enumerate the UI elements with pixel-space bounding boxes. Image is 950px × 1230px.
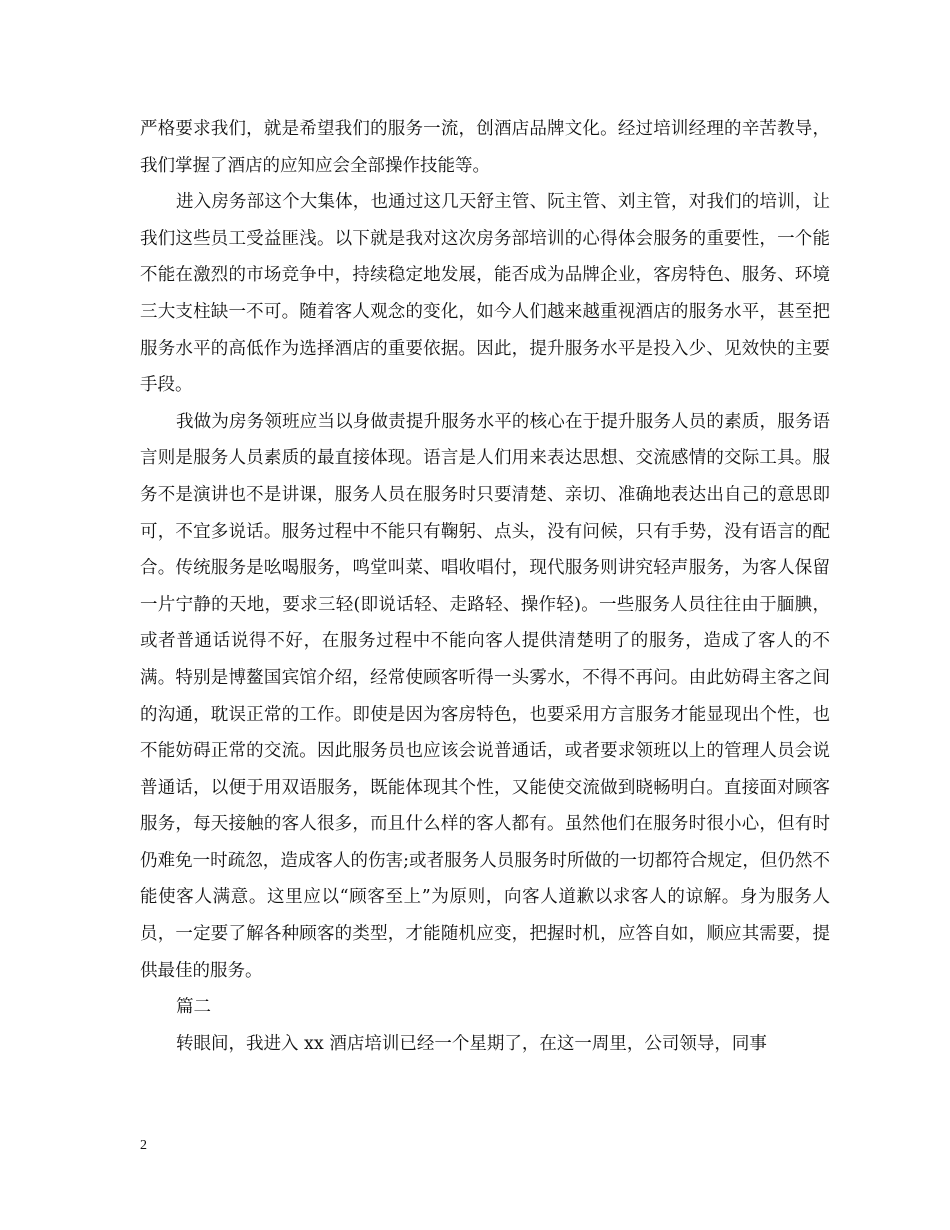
document-body	[140, 111, 830, 1062]
paragraph-4: 转眼间，我进入 xx 酒店培训已经一个星期了，在这一周里，公司领导，同事	[176, 1033, 767, 1054]
paragraph-3: 我做为房务领班应当以身做责提升服务水平的核心在于提升服务人员的素质，服务语言则是服务人员素质的最直接体现。语言是人们用来表达思想、交流感情的交际工具。服务不是演讲也不是讲课，服务人员在服务时只要清楚、亲切、准确地表达出自己的意思即可，不宜多说话。服务过程中不能只有鞠躬、点头，没有问候，只有手势，没有语言的配合。传统服务是吆喝服务，鸣堂叫菜、唱收唱付，现代服务则讲究轻声服务，为客人保留一片宁静的天地，要求三轻(即说话轻、走路轻、操作轻)。一些服务人员往往由于腼腆，或者普通话说得不好，在服务过程中不能向客人提供清楚明了的服务，造成了客人的不满。特别是博鳌国宾馆介绍，经常使顾客听得一头雾水，不得不再问。由此妨碍主客之间的沟通，耽误正常的工作。即使是因为客房特色，也要采用方言服务才能显现出个性，也不能妨碍正常的交流。因此服务员也应该会说普通话，或者要求领班以上的管理人员会说普通话，以便于用双语服务，既能体现其个性，又能使交流做到晓畅明白。直接面对顾客服务，每天接触的客人很多，而且什么样的客人都有。虽然他们在服务时很小心，但有时仍难免一时疏忽，造成客人的伤害;或者服务人员服务时所做的一切都符合规定，但仍然不能使客人满意。这里应以“顾客至上”为原则，向客人道歉以求客人的谅解。身为服务人员，一定要了解各种顾客的类型，才能随机应变，把握时机，应答自如，顺应其需要，提供最佳的服务。	[140, 411, 830, 981]
section-heading: 篇二	[176, 997, 211, 1018]
page-number: 2	[140, 1138, 147, 1153]
paragraph-2: 进入房务部这个大集体，也通过这几天舒主管、阮主管、刘主管，对我们的培训，让我们这些员工受益匪浅。以下就是我对这次房务部培训的心得体会服务的重要性，一个能不能在激烈的市场竞争中，持续稳定地发展，能否成为品牌企业，客房特色、服务、环境三大支柱缺一不可。随着客人观念的变化，如今人们越来越重视酒店的服务水平，甚至把服务水平的高低作为选择酒店的重要依据。因此，提升服务水平是投入少、见效快的主要手段。	[140, 192, 830, 396]
paragraph-1: 严格要求我们，就是希望我们的服务一流，创酒店品牌文化。经过培训经理的辛苦教导，我们掌握了酒店的应知应会全部操作技能等。	[140, 119, 830, 176]
